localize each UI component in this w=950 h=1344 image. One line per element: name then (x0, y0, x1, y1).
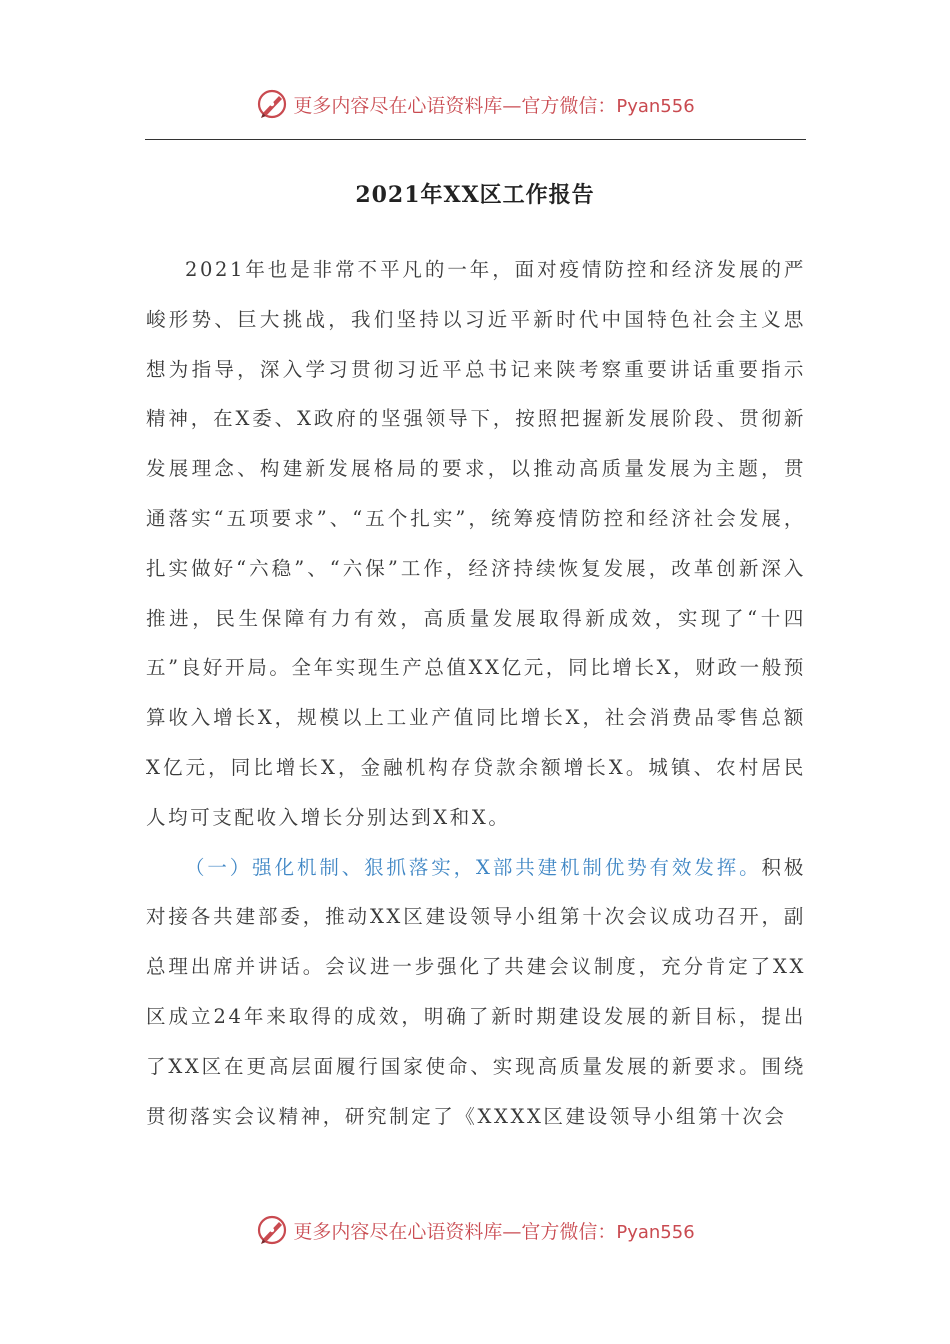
header-divider (145, 139, 806, 140)
pen-logo-icon (255, 1213, 289, 1247)
footer-banner-text: 更多内容尽在心语资料库—官方微信：Pyan556 (293, 1220, 695, 1243)
footer-banner (0, 1210, 950, 1250)
document-title: 2021年XX区工作报告 (355, 182, 595, 208)
paragraph-intro: 2021年也是非常不平凡的一年，面对疫情防控和经济发展的严峻形势、巨大挑战，我们坚持以习近平新时代中国特色社会主义思想为指导，深入学习贯彻习近平总书记来陕考察重要讲话重要指示精神，在X委、X政府的坚强领导下，按照把握新发展阶段、贯彻新发展理念、构建新发展格局的要求，以推动高质量发展为主题，贯通落实“五项要求”、“五个扎实”，统筹疫情防控和经济社会发展，扎实做好“六稳”、“六保”工作，经济持续恢复发展，改革创新深入推进，民生保障有力有效，高质量发展取得新成效，实现了“十四五”良好开局。全年实现生产总值XX亿元，同比增长X，财政一般预算收入增长X，规模以上工业产值同比增长X，社会消费品零售总额X亿元，同比增长X，金融机构存贷款余额增长X。城镇、农村居民人均可支配收入增长分别达到X和X。 (146, 258, 806, 829)
document-body (146, 245, 806, 1141)
footer-wechat-id: Pyan556 (616, 1221, 695, 1243)
header-wechat-id: Pyan556 (616, 95, 695, 117)
section-1-heading: （一）强化机制、狠抓落实，X部共建机制优势有效发挥。 (185, 855, 762, 879)
pen-logo-icon (255, 87, 289, 121)
section-1-body: 积极对接各共建部委，推动XX区建设领导小组第十次会议成功召开，副总理出席并讲话。会议进一步强化了共建会议制度，充分肯定了XX区成立24年来取得的成效，明确了新时期建设发展的新目标，提出了XX区在更高层面履行国家使命、实现高质量发展的新要求。围绕贯彻落实会议精神，研究制定了《XXXX区建设领导小组第十次会 (146, 855, 807, 1128)
paragraph-section-1 (146, 843, 806, 1142)
header-banner (0, 84, 950, 124)
header-banner-text: 更多内容尽在心语资料库—官方微信：Pyan556 (293, 94, 695, 117)
